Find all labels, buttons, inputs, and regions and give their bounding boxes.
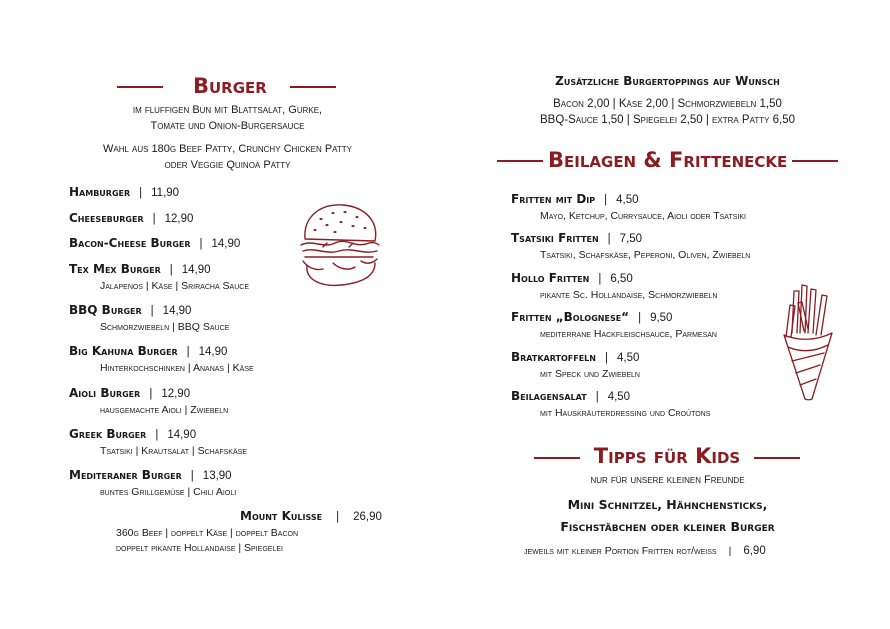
item-description: pikante Sc. Hollandaise, Schmorzwiebeln	[540, 289, 718, 301]
burger-intro-line4: oder Veggie Quinoa Patty	[164, 159, 291, 171]
item-price: 12,90	[164, 213, 194, 225]
fries-cone-illustration-icon	[780, 283, 836, 401]
item-price: 26,90	[353, 511, 382, 523]
item-description: mediterrane Hackfleischsauce, Parmesan	[540, 328, 717, 340]
kids-subtitle: nur für unsere kleinen Freunde	[590, 474, 745, 486]
item-name: Aioli Burger	[69, 386, 141, 400]
toppings-line2: BBQ-Sauce 1,50 | Spiegelei 2,50 | extra Patty 6,50	[539, 114, 796, 126]
burger-title-rule-left	[117, 86, 163, 88]
kids-line2: Fischstäbchen oder kleiner Burger	[560, 519, 775, 534]
item-price: 14,90	[198, 346, 228, 358]
item-price: 14,90	[211, 238, 241, 250]
menu-item-greek-burger: Greek Burger | 14,90	[69, 427, 197, 441]
kids-footer-text: jeweils mit kleiner Portion Fritten rot/weiss	[524, 545, 717, 557]
beilagen-title-rule-left	[497, 160, 543, 162]
item-name: Beilagensalat	[511, 389, 587, 403]
item-name: Hamburger	[69, 185, 131, 199]
item-price: 13,90	[202, 470, 232, 482]
item-description: mit Hauskräuterdressing und Croûtons	[540, 407, 711, 419]
kids-title-rule-left	[534, 457, 580, 459]
menu-item-big-kahuna-burger: Big Kahuna Burger | 14,90	[69, 344, 228, 358]
menu-item-bratkartoffeln: Bratkartoffeln | 4,50	[511, 350, 640, 364]
item-name: Mediteraner Burger	[69, 468, 182, 482]
menu-item-mount-kulisse: Mount Kulisse | 26,90	[240, 509, 382, 523]
item-description: Mayo, Ketchup, Currysauce, Aioli oder Tsatsiki	[540, 210, 746, 222]
item-description: mit Speck und Zwiebeln	[540, 368, 640, 380]
item-price: 4,50	[616, 194, 639, 206]
item-name: Tex Mex Burger	[69, 262, 161, 276]
kids-title-rule-right	[754, 457, 800, 459]
item-price: 9,50	[650, 312, 673, 324]
menu-item-tex-mex-burger: Tex Mex Burger | 14,90	[69, 262, 211, 276]
item-name: Hollo Fritten	[511, 271, 590, 285]
item-price: 11,90	[151, 187, 180, 199]
item-name: Mount Kulisse	[240, 509, 323, 523]
item-name: Greek Burger	[69, 427, 147, 441]
item-name: Bratkartoffeln	[511, 350, 596, 364]
toppings-line1: Bacon 2,00 | Käse 2,00 | Schmorzwiebeln 1,50	[553, 98, 782, 110]
item-name: Big Kahuna Burger	[69, 344, 178, 358]
item-name: Cheeseburger	[69, 211, 144, 225]
beilagen-title-rule-right	[792, 160, 838, 162]
kids-price: 6,90	[743, 545, 766, 557]
item-description: Tsatsiki | Krautsalat | Schafskäse	[100, 445, 247, 457]
menu-item-tsatsiki-fritten: Tsatsiki Fritten | 7,50	[511, 231, 643, 245]
item-price: 14,90	[167, 429, 197, 441]
beilagen-section-title: Beilagen & Frittenecke	[548, 148, 788, 172]
item-description: hausgemachte Aioli | Zwiebeln	[100, 404, 229, 416]
item-price: 12,90	[161, 388, 191, 400]
menu-item-bbq-burger: BBQ Burger | 14,90	[69, 303, 192, 317]
burger-intro-line3: Wahl aus 180g Beef Patty, Crunchy Chicken Patty	[102, 143, 353, 155]
menu-item-cheeseburger: Cheeseburger | 12,90	[69, 211, 194, 225]
item-description: Jalapenos | Käse | Sriracha Sauce	[100, 280, 249, 292]
burger-section-title: Burger	[193, 74, 267, 98]
menu-item-hollo-fritten: Hollo Fritten | 6,50	[511, 271, 633, 285]
item-price: 4,50	[607, 391, 631, 403]
item-name: Tsatsiki Fritten	[511, 231, 599, 245]
item-price: 14,90	[162, 305, 192, 317]
kids-section-title: Tipps für Kids	[593, 444, 741, 468]
menu-item-mediteraner-burger: Mediteraner Burger | 13,90	[69, 468, 232, 482]
kids-line1: Mini Schnitzel, Hähnchensticks,	[567, 497, 768, 512]
item-description: Tsatsiki, Schafskäse, Peperoni, Oliven, Zwiebeln	[540, 249, 751, 261]
item-price: 4,50	[616, 352, 640, 364]
menu-item-bacon-cheese-burger: Bacon-Cheese Burger | 14,90	[69, 236, 241, 250]
item-price: 6,50	[610, 273, 633, 285]
item-description: buntes Grillgemüse | Chili Aioli	[100, 486, 237, 498]
item-description: Schmorzwiebeln | BBQ Sauce	[100, 321, 230, 333]
item-name: BBQ Burger	[69, 303, 142, 317]
burger-intro-line2: Tomate und Onion-Burgersauce	[150, 120, 305, 132]
menu-item-fritten-mit-dip: Fritten mit Dip | 4,50	[511, 192, 639, 206]
burger-illustration-icon	[293, 197, 387, 289]
burger-title-rule-right	[290, 86, 336, 88]
item-price: 7,50	[619, 233, 643, 245]
kids-footer-row: jeweils mit kleiner Portion Fritten rot/weiss | 6,90	[524, 545, 766, 557]
item-description: Hinterkochschinken | Ananas | Käse	[100, 362, 254, 374]
item-name: Bacon-Cheese Burger	[69, 236, 191, 250]
menu-item-fritten-bolognese: Fritten „Bolognese“ | 9,50	[511, 310, 673, 324]
burger-intro-line1: im fluffigen Bun mit Blattsalat, Gurke,	[132, 104, 323, 116]
special-description-line2: doppelt pikante Hollandaise | Spiegelei	[116, 542, 283, 554]
menu-item-aioli-burger: Aioli Burger | 12,90	[69, 386, 191, 400]
menu-item-beilagensalat: Beilagensalat | 4,50	[511, 389, 631, 403]
item-price: 14,90	[181, 264, 211, 276]
item-name: Fritten „Bolognese“	[511, 310, 630, 324]
item-name: Fritten mit Dip	[511, 192, 596, 206]
toppings-title: Zusätzliche Burgertoppings auf Wunsch	[555, 74, 780, 88]
menu-item-hamburger: Hamburger | 11,90	[69, 185, 180, 199]
special-description-line1: 360g Beef | doppelt Käse | doppelt Bacon	[116, 527, 299, 539]
